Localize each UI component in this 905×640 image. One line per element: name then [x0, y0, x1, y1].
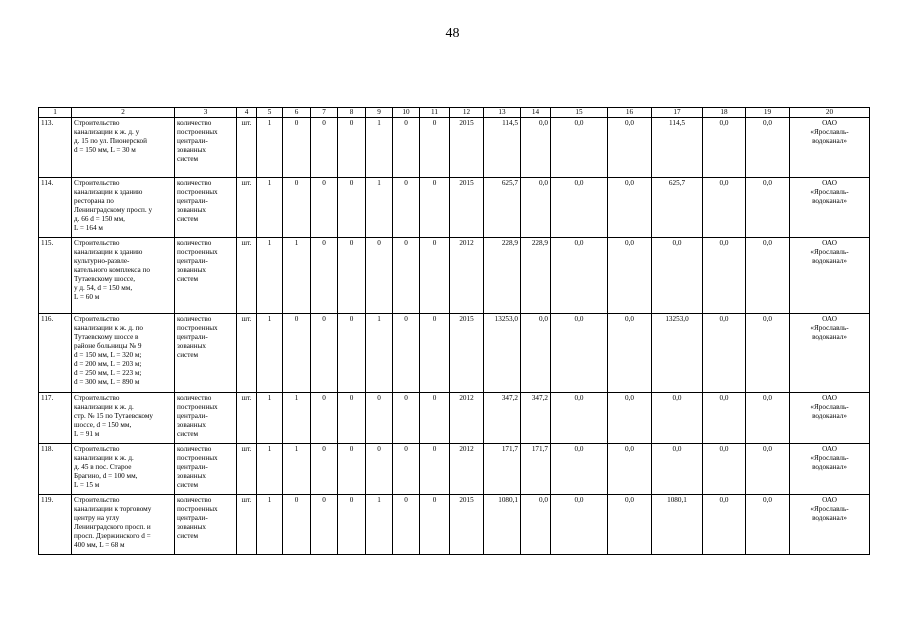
table-row [39, 314, 870, 393]
project-name-cell: Строительство канализации к зданию культурно-развле- кательного комплекса по Тутаевскому шоссе, у д. 54, d = 150 мм, L = 60 м [72, 238, 175, 314]
value-cell: 0 [420, 495, 450, 555]
value-cell: 0 [366, 444, 393, 495]
unit-cell: шт. [237, 495, 257, 555]
value-cell: 0 [420, 314, 450, 393]
header-cell: 16 [608, 108, 652, 118]
amount-cell: 0,0 [521, 178, 551, 238]
amount-cell: 0,0 [703, 118, 746, 178]
project-name-cell: Строительство канализации к ж. д. стр. № 15 по Тутаевскому шоссе, d = 150 мм, L = 91 м [72, 393, 175, 444]
year-cell: 2012 [450, 444, 484, 495]
row-number-cell: 116. [39, 314, 72, 393]
value-cell: 0 [283, 495, 311, 555]
amount-cell: 0,0 [703, 495, 746, 555]
value-cell: 1 [366, 314, 393, 393]
value-cell: 0 [420, 178, 450, 238]
amount-cell: 0,0 [746, 178, 790, 238]
organization-cell: ОАО «Ярославль- водоканал» [790, 314, 870, 393]
value-cell: 0 [338, 495, 366, 555]
value-cell: 1 [257, 238, 283, 314]
value-cell: 1 [257, 495, 283, 555]
row-number-cell: 115. [39, 238, 72, 314]
amount-cell: 0,0 [551, 393, 608, 444]
indicator-cell: количество построенных централи- зованных систем [175, 393, 237, 444]
value-cell: 0 [393, 444, 420, 495]
year-cell: 2015 [450, 178, 484, 238]
header-cell: 14 [521, 108, 551, 118]
organization-cell: ОАО «Ярославль- водоканал» [790, 118, 870, 178]
project-name-cell: Строительство канализации к зданию ресторана по Ленинградскому просп. у д. 66 d = 150 мм, L = 164 м [72, 178, 175, 238]
value-cell: 0 [283, 178, 311, 238]
value-cell: 0 [338, 444, 366, 495]
value-cell: 0 [366, 393, 393, 444]
value-cell: 0 [393, 393, 420, 444]
row-number-cell: 114. [39, 178, 72, 238]
amount-cell: 0,0 [521, 495, 551, 555]
project-name-cell: Строительство канализации к ж. д. у д. 15 по ул. Пионерской d = 150 мм, L = 30 м [72, 118, 175, 178]
amount-cell: 0,0 [608, 314, 652, 393]
header-cell: 10 [393, 108, 420, 118]
unit-cell: шт. [237, 238, 257, 314]
header-cell: 5 [257, 108, 283, 118]
value-cell: 0 [393, 495, 420, 555]
amount-cell: 625,7 [484, 178, 521, 238]
value-cell: 1 [257, 393, 283, 444]
table-row [39, 393, 870, 444]
amount-cell: 0,0 [652, 393, 703, 444]
indicator-cell: количество построенных централи- зованных систем [175, 314, 237, 393]
row-number-cell: 113. [39, 118, 72, 178]
header-cell: 2 [72, 108, 175, 118]
value-cell: 0 [311, 393, 338, 444]
year-cell: 2015 [450, 118, 484, 178]
value-cell: 0 [283, 118, 311, 178]
row-number-cell: 119. [39, 495, 72, 555]
data-table [38, 107, 870, 555]
amount-cell: 0,0 [746, 393, 790, 444]
value-cell: 1 [257, 314, 283, 393]
value-cell: 0 [283, 314, 311, 393]
header-cell: 17 [652, 108, 703, 118]
amount-cell: 347,2 [521, 393, 551, 444]
amount-cell: 0,0 [703, 393, 746, 444]
amount-cell: 0,0 [551, 444, 608, 495]
amount-cell: 0,0 [608, 393, 652, 444]
unit-cell: шт. [237, 444, 257, 495]
amount-cell: 228,9 [521, 238, 551, 314]
value-cell: 1 [283, 444, 311, 495]
amount-cell: 114,5 [652, 118, 703, 178]
value-cell: 0 [311, 314, 338, 393]
unit-cell: шт. [237, 178, 257, 238]
amount-cell: 0,0 [746, 495, 790, 555]
value-cell: 0 [311, 238, 338, 314]
value-cell: 0 [393, 178, 420, 238]
table-row [39, 238, 870, 314]
organization-cell: ОАО «Ярославль- водоканал» [790, 238, 870, 314]
organization-cell: ОАО «Ярославль- водоканал» [790, 495, 870, 555]
amount-cell: 0,0 [746, 238, 790, 314]
value-cell: 0 [393, 118, 420, 178]
year-cell: 2015 [450, 495, 484, 555]
header-cell: 9 [366, 108, 393, 118]
header-cell: 7 [311, 108, 338, 118]
amount-cell: 0,0 [703, 178, 746, 238]
row-number-cell: 118. [39, 444, 72, 495]
amount-cell: 0,0 [551, 118, 608, 178]
value-cell: 0 [420, 444, 450, 495]
amount-cell: 0,0 [551, 178, 608, 238]
value-cell: 0 [420, 118, 450, 178]
amount-cell: 0,0 [652, 444, 703, 495]
indicator-cell: количество построенных централи- зованных систем [175, 238, 237, 314]
amount-cell: 13253,0 [484, 314, 521, 393]
table-row [39, 495, 870, 555]
project-name-cell: Строительство канализации к торговому центру на углу Ленинградского просп. и просп. Дзержинского d = 400 мм, L = 68 м [72, 495, 175, 555]
value-cell: 0 [420, 238, 450, 314]
value-cell: 0 [338, 118, 366, 178]
value-cell: 0 [338, 238, 366, 314]
amount-cell: 171,7 [521, 444, 551, 495]
amount-cell: 0,0 [703, 444, 746, 495]
value-cell: 0 [311, 495, 338, 555]
indicator-cell: количество построенных централи- зованных систем [175, 178, 237, 238]
indicator-cell: количество построенных централи- зованных систем [175, 444, 237, 495]
amount-cell: 114,5 [484, 118, 521, 178]
value-cell: 1 [257, 444, 283, 495]
header-cell: 13 [484, 108, 521, 118]
organization-cell: ОАО «Ярославль- водоканал» [790, 444, 870, 495]
amount-cell: 0,0 [746, 444, 790, 495]
amount-cell: 0,0 [703, 314, 746, 393]
year-cell: 2012 [450, 238, 484, 314]
year-cell: 2012 [450, 393, 484, 444]
header-cell: 11 [420, 108, 450, 118]
header-cell: 19 [746, 108, 790, 118]
header-cell: 4 [237, 108, 257, 118]
amount-cell: 228,9 [484, 238, 521, 314]
value-cell: 1 [257, 118, 283, 178]
amount-cell: 0,0 [608, 178, 652, 238]
amount-cell: 0,0 [608, 444, 652, 495]
value-cell: 0 [311, 178, 338, 238]
header-cell: 3 [175, 108, 237, 118]
amount-cell: 0,0 [608, 495, 652, 555]
value-cell: 0 [420, 393, 450, 444]
header-cell: 15 [551, 108, 608, 118]
amount-cell: 0,0 [746, 118, 790, 178]
value-cell: 0 [338, 393, 366, 444]
project-name-cell: Строительство канализации к ж. д. д. 45 в пос. Старое Брагино, d = 100 мм, L = 15 м [72, 444, 175, 495]
header-cell: 8 [338, 108, 366, 118]
value-cell: 1 [366, 178, 393, 238]
organization-cell: ОАО «Ярославль- водоканал» [790, 178, 870, 238]
value-cell: 1 [366, 495, 393, 555]
page-number: 48 [445, 26, 460, 41]
amount-cell: 0,0 [521, 314, 551, 393]
amount-cell: 171,7 [484, 444, 521, 495]
value-cell: 1 [283, 393, 311, 444]
amount-cell: 625,7 [652, 178, 703, 238]
value-cell: 0 [311, 118, 338, 178]
header-cell: 18 [703, 108, 746, 118]
project-name-cell: Строительство канализации к ж. д. по Тутаевскому шоссе в районе больницы № 9 d = 150 мм, L = 320 м; d = 200 мм, L = 203 м; d = 250 мм, L = 223 м; d = 300 мм, L = 890 м [72, 314, 175, 393]
value-cell: 0 [393, 238, 420, 314]
amount-cell: 13253,0 [652, 314, 703, 393]
table-row [39, 444, 870, 495]
header-cell: 12 [450, 108, 484, 118]
value-cell: 1 [366, 118, 393, 178]
amount-cell: 0,0 [551, 238, 608, 314]
amount-cell: 0,0 [551, 314, 608, 393]
amount-cell: 0,0 [551, 495, 608, 555]
value-cell: 0 [338, 178, 366, 238]
amount-cell: 1080,1 [652, 495, 703, 555]
value-cell: 0 [366, 238, 393, 314]
amount-cell: 0,0 [746, 314, 790, 393]
amount-cell: 347,2 [484, 393, 521, 444]
unit-cell: шт. [237, 118, 257, 178]
organization-cell: ОАО «Ярославль- водоканал» [790, 393, 870, 444]
amount-cell: 0,0 [521, 118, 551, 178]
indicator-cell: количество построенных централи- зованных систем [175, 495, 237, 555]
indicator-cell: количество построенных централи- зованных систем [175, 118, 237, 178]
year-cell: 2015 [450, 314, 484, 393]
header-cell: 20 [790, 108, 870, 118]
amount-cell: 0,0 [608, 118, 652, 178]
amount-cell: 0,0 [652, 238, 703, 314]
amount-cell: 0,0 [703, 238, 746, 314]
value-cell: 0 [311, 444, 338, 495]
amount-cell: 0,0 [608, 238, 652, 314]
unit-cell: шт. [237, 314, 257, 393]
table-row [39, 178, 870, 238]
row-number-cell: 117. [39, 393, 72, 444]
unit-cell: шт. [237, 393, 257, 444]
header-row [39, 108, 870, 118]
table-row [39, 118, 870, 178]
header-cell: 6 [283, 108, 311, 118]
value-cell: 1 [283, 238, 311, 314]
value-cell: 1 [257, 178, 283, 238]
value-cell: 0 [393, 314, 420, 393]
value-cell: 0 [338, 314, 366, 393]
header-cell: 1 [39, 108, 72, 118]
amount-cell: 1080,1 [484, 495, 521, 555]
